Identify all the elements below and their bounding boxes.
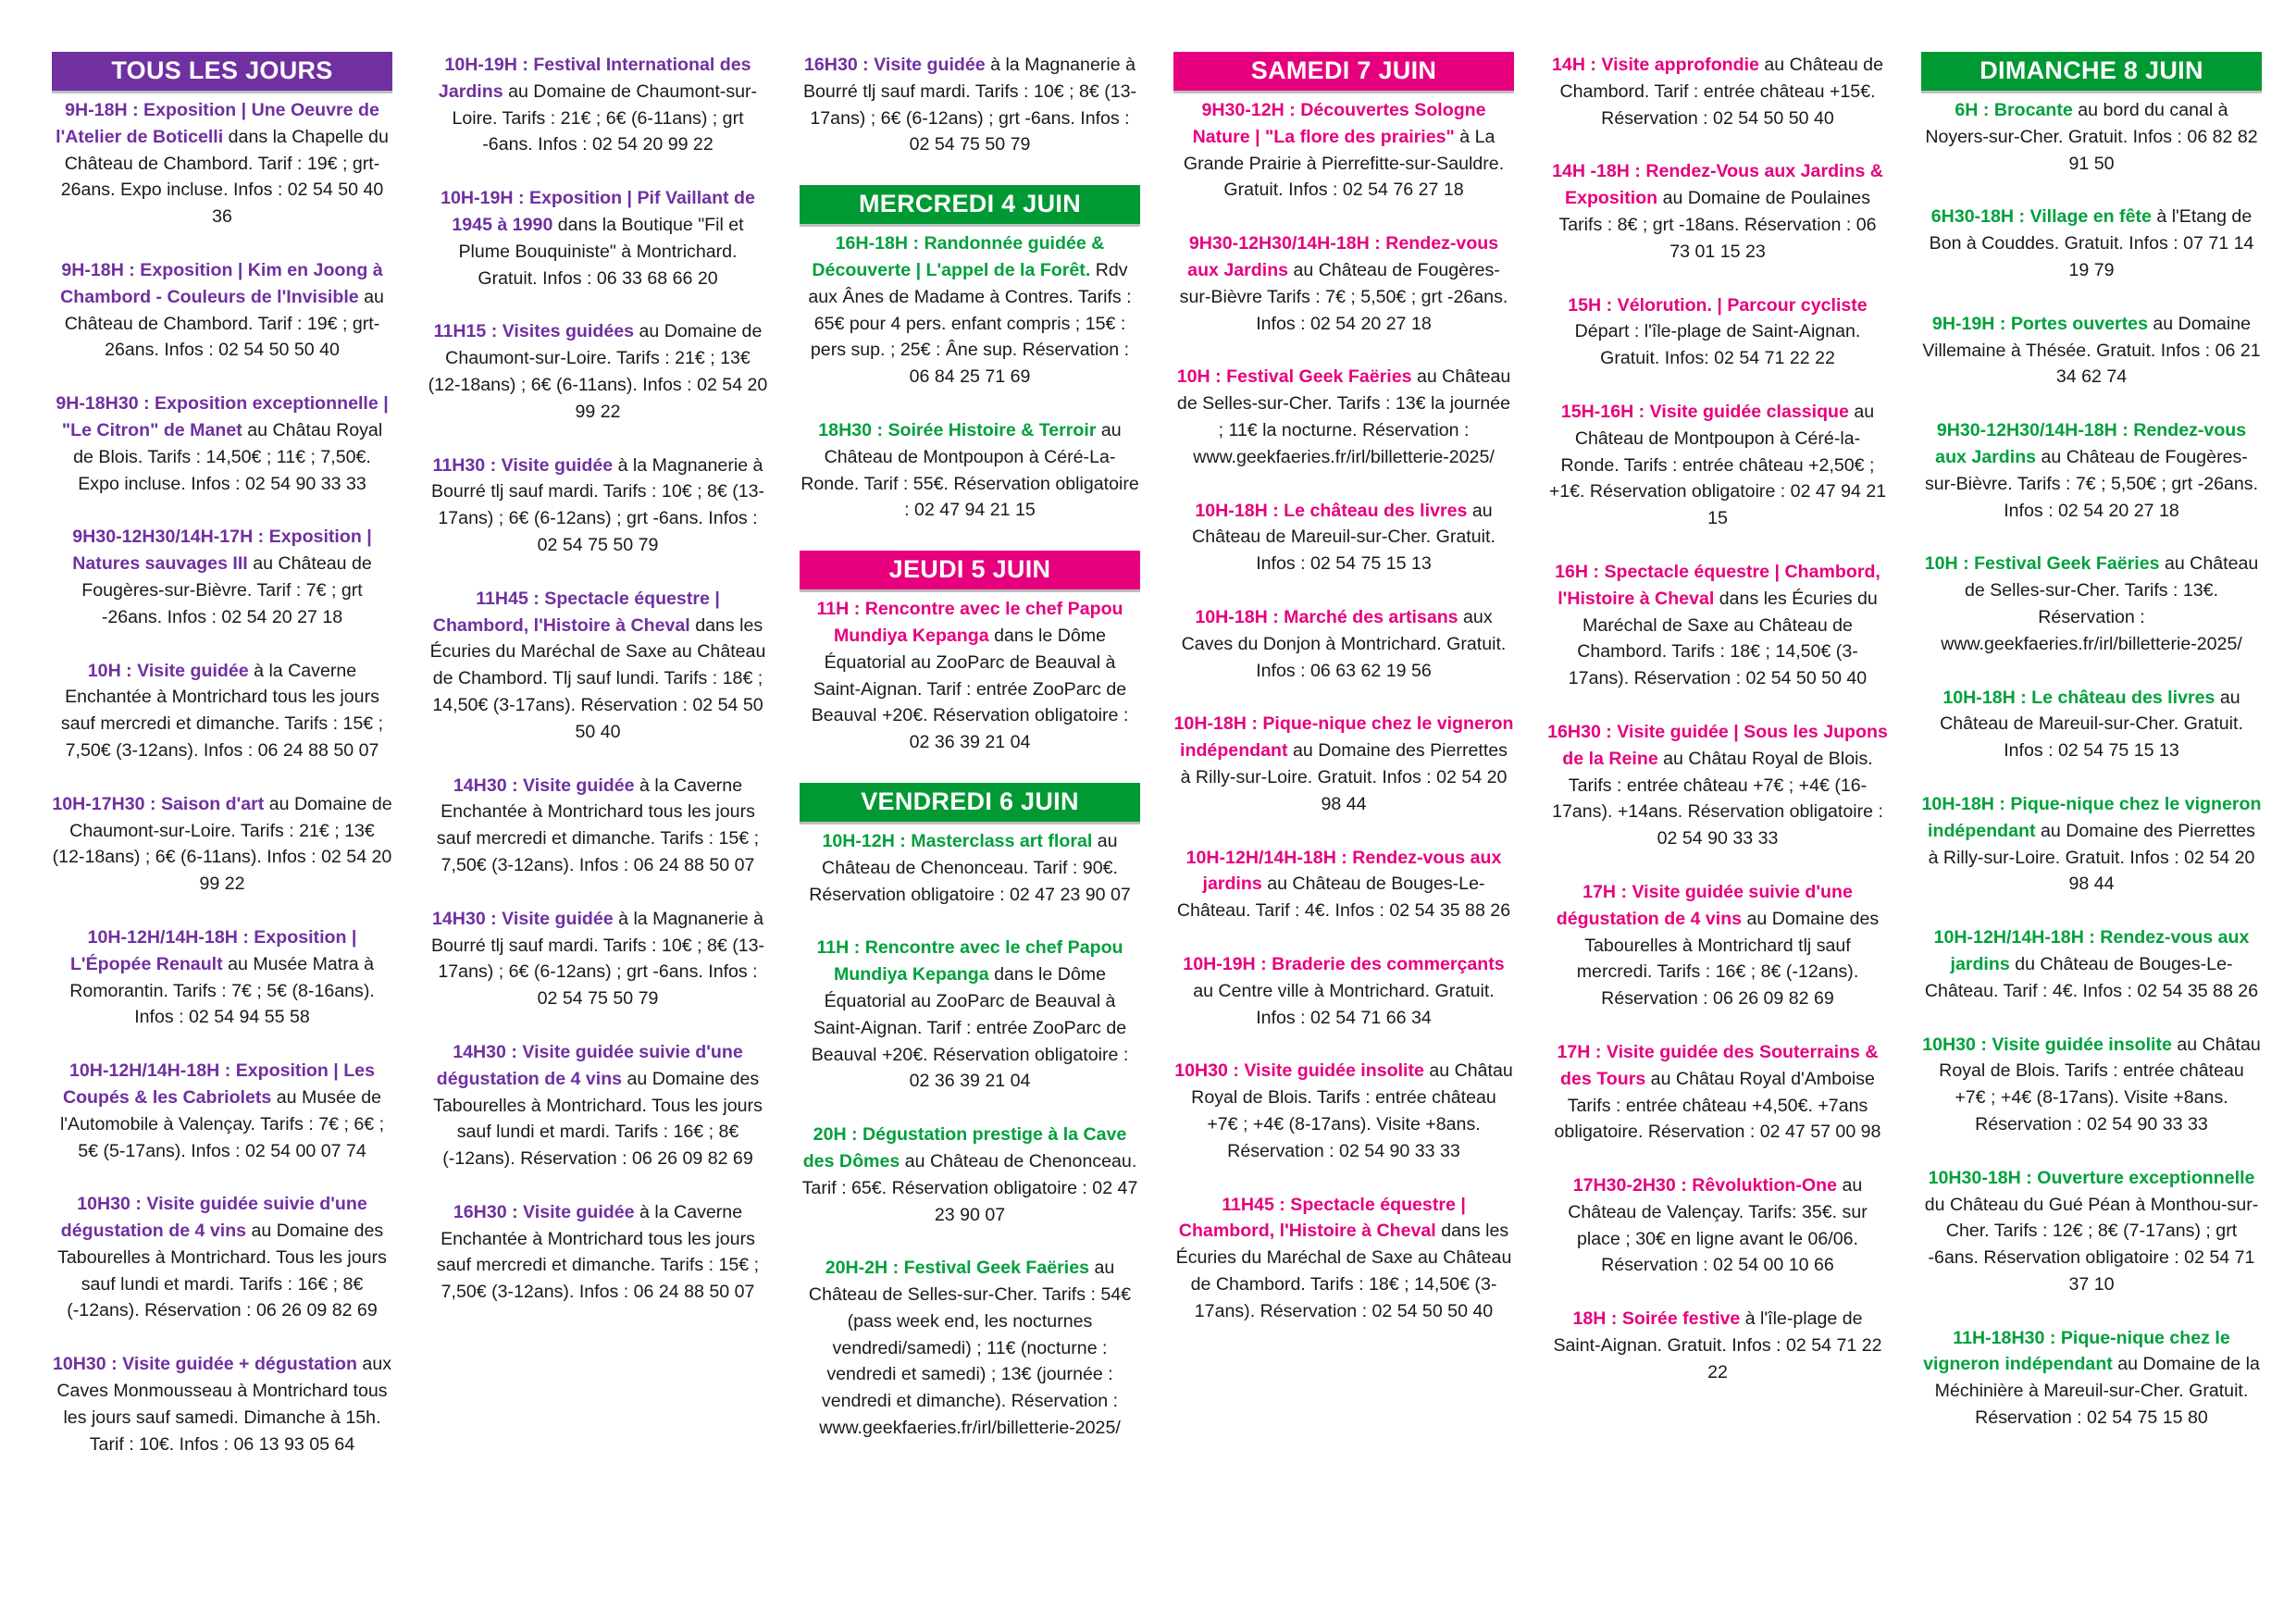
- event-desc: au Musée Matra à Romorantin. Tarifs : 7€ ; 5€ (8-16ans). Infos : 02 54 94 55 58: [69, 953, 375, 1028]
- event-desc: à La Grande Prairie à Pierrefitte-sur-Sauldre. Gratuit. Infos : 02 54 76 27 18: [1183, 126, 1505, 201]
- event-item: [428, 185, 768, 291]
- event-time: 10H30-18H :: [1928, 1167, 2038, 1188]
- event-time: 9H-18H30 :: [56, 393, 155, 415]
- event-desc: dans la Chapelle du Château de Chambord. Tarif : 19€ ; grt-26ans. Expo incluse. Infos : 02 54 50 40 36: [60, 126, 389, 228]
- event-time: 11H-18H30 :: [1953, 1327, 2061, 1348]
- event-item: [800, 1255, 1140, 1442]
- event-time: 9H-18H :: [65, 100, 144, 120]
- event-title: Visite guidée suivie d'une dégustation de 4 vins: [436, 1041, 743, 1089]
- event-time: 17H :: [1557, 1041, 1607, 1062]
- event-desc: Rdv aux Ânes de Madame à Contres. Tarifs : 65€ pour 4 pers. enfant compris ; 15€ : pers sup. ; 25€ : Âne sup. Réservation : 06 84 25 71 69: [808, 259, 1132, 388]
- day-group: [800, 52, 1140, 158]
- agenda-column: [52, 52, 392, 1484]
- event-time: 10H30 :: [52, 1354, 123, 1375]
- event-time: 10H-12H/14H-18H :: [1933, 927, 2101, 948]
- event-desc: au Domaine de Chaumont-sur-Loire. Tarifs : 21€ ; 6€ (6-11ans) ; grt -6ans. Infos : 02 54 20 99 22: [452, 81, 758, 155]
- day-group: [1921, 52, 2262, 1432]
- event-item: [52, 658, 392, 764]
- event-title: Exposition | Natures sauvages III: [72, 527, 372, 575]
- event-desc: au Château de Fougères-sur-Bièvre Tarifs : 7€ ; 5,50€ ; grt -26ans. Infos : 02 54 20 27 18: [1179, 259, 1508, 334]
- event-title: Exposition exceptionnelle | "Le Citron" de Manet: [61, 393, 389, 440]
- event-desc: aux Caves Monmousseau à Montrichard tous les jours sauf samedi. Dimanche à 15h. Tarif : 10€. Infos : 06 13 93 05 64: [56, 1354, 392, 1455]
- event-time: 6H :: [1955, 100, 1994, 120]
- event-title: Rendez-vous aux jardins: [1202, 847, 1502, 895]
- event-item: [52, 1191, 392, 1324]
- event-time: 10H :: [87, 660, 138, 681]
- event-desc: au Domaine de Chaumont-sur-Loire. Tarifs : 21€ ; 13€ (12-18ans) ; 6€ (6-11ans). Infos : 02 54 20 99 22: [52, 793, 392, 895]
- event-item: [428, 452, 768, 559]
- event-item: [1547, 1306, 1888, 1385]
- event-title: Randonnée guidée & Découverte | L'appel de la Forêt.: [812, 233, 1105, 280]
- event-item: [1921, 551, 2262, 657]
- event-title: Rendez-vous aux jardins: [1950, 927, 2250, 974]
- event-item: [52, 924, 392, 1031]
- event-time: 17H :: [1582, 881, 1632, 902]
- event-item: [428, 773, 768, 879]
- event-time: 10H30 :: [77, 1194, 147, 1215]
- event-desc: à l'île-plage de Saint-Aignan. Gratuit. Infos : 02 54 71 22 22: [1553, 1308, 1882, 1382]
- event-item: [428, 1039, 768, 1172]
- event-time: 10H30 :: [1174, 1060, 1245, 1082]
- event-time: 14H :: [1552, 55, 1602, 75]
- event-desc: dans les Écuries du Maréchal de Saxe au Château de Chambord. Tarifs : 18€ ; 14,50€ (3-17ans). Réservation : 02 54 50 50 40: [1568, 588, 1878, 689]
- event-desc: au Domaine de la Méchinière à Mareuil-sur-Cher. Gratuit. Réservation : 02 54 75 15 80: [1934, 1354, 2260, 1429]
- event-item: [1173, 604, 1514, 684]
- event-item: [52, 257, 392, 364]
- event-title: Spectacle équestre | Chambord, l'Histoire à Cheval: [1558, 561, 1880, 609]
- event-item: [52, 1058, 392, 1164]
- event-time: 10H-18H :: [1195, 500, 1285, 521]
- event-desc: au Centre ville à Montrichard. Gratuit. Infos : 02 54 71 66 34: [1193, 980, 1495, 1028]
- event-time: 14H30 :: [432, 908, 503, 929]
- event-item: [1547, 292, 1888, 372]
- event-title: Braderie des commerçants: [1272, 953, 1505, 974]
- event-item: [52, 791, 392, 898]
- event-title: Pique-nique chez le vigneron indépendant: [1180, 713, 1514, 762]
- event-desc: à la Magnanerie à Bourré tlj sauf mardi. Tarifs : 10€ ; 8€ (13-17ans) ; 6€ (6-12ans) ; grt -6ans. Infos : 02 54 75 50 79: [430, 908, 765, 1010]
- event-time: 10H-19H :: [444, 55, 534, 75]
- event-item: [428, 318, 768, 425]
- event-item: [52, 1351, 392, 1457]
- event-desc: au Château de Mareuil-sur-Cher. Gratuit. Infos : 02 54 75 15 13: [1940, 687, 2243, 762]
- event-title: Dégustation prestige à la Cave des Dômes: [802, 1124, 1127, 1172]
- event-time: 9H-18H :: [61, 259, 141, 280]
- event-time: 11H :: [816, 937, 865, 959]
- event-item: [1173, 1058, 1514, 1164]
- day-header: SAMEDI 7 JUIN: [1173, 52, 1514, 93]
- event-title: Rencontre avec le chef Papou Mundiya Kepanga: [833, 937, 1123, 986]
- event-desc: à la Caverne Enchantée à Montrichard tous les jours sauf mercredi et dimanche. Tarifs : 15€ ; 7,50€ (3-12ans). Infos : 06 24 88 50 07: [436, 1201, 760, 1303]
- event-title: Soirée Histoire & Terroir: [887, 419, 1097, 440]
- event-title: Festival Geek Faëries: [903, 1258, 1090, 1279]
- event-item: [1921, 97, 2262, 177]
- event-title: Spectacle équestre | Chambord, l'Histoire à Cheval: [1178, 1194, 1466, 1242]
- event-desc: au Domaine des Tabourelles à Montrichard. Tous les jours sauf lundi et mardi. Tarifs : 16€ ; 8€ (-12ans). Réservation : 06 26 09 82 69: [433, 1068, 763, 1170]
- event-time: 15H :: [1568, 294, 1618, 316]
- event-item: [800, 417, 1140, 524]
- event-item: [1921, 204, 2262, 283]
- event-item: [1921, 685, 2262, 764]
- event-title: Visite guidée: [137, 660, 249, 681]
- event-desc: dans les Écuries du Maréchal de Saxe au Château de Chambord. Tlj sauf lundi. Tarifs : 18€ ; 14,50€ (3-17ans). Réservation : 02 54 50 50 40: [429, 614, 766, 742]
- event-desc: au Musée de l'Automobile à Valençay. Tarifs : 7€ ; 6€ ; 5€ (5-17ans). Infos : 02 54 00 07 74: [59, 1086, 385, 1161]
- event-item: [428, 906, 768, 1012]
- event-title: Pique-nique chez le vigneron indépendant: [1923, 1327, 2230, 1375]
- event-item: [800, 1122, 1140, 1228]
- event-time: 15H-16H :: [1560, 401, 1650, 422]
- event-item: [800, 935, 1140, 1095]
- event-title: Visite guidée suivie d'une dégustation de 4 vins: [60, 1194, 367, 1242]
- day-group: [800, 185, 1140, 524]
- day-header: DIMANCHE 8 JUIN: [1921, 52, 2262, 93]
- event-time: 16H30 :: [453, 1201, 524, 1222]
- event-desc: au Château de Valençay. Tarifs: 35€. sur place ; 30€ en ligne avant le 06/06. Réservation : 02 54 00 10 66: [1568, 1175, 1868, 1276]
- event-desc: au Domaine de Chaumont-sur-Loire. Tarifs : 21€ ; 13€ (12-18ans) ; 6€ (6-11ans). Infos : 02 54 20 99 22: [428, 321, 768, 422]
- event-title: Rencontre avec le chef Papou Mundiya Kepanga: [833, 599, 1123, 646]
- event-title: Visite guidée + dégustation: [122, 1354, 357, 1375]
- day-header: MERCREDI 4 JUIN: [800, 185, 1140, 227]
- event-title: Vélorution. | Parcour cycliste: [1617, 294, 1868, 316]
- event-time: 10H-12H :: [822, 830, 912, 851]
- event-title: Pique-nique chez le vigneron indépendant: [1928, 793, 2262, 841]
- event-time: 9H30-12H30/14H-18H :: [1936, 420, 2134, 441]
- event-desc: à la Caverne Enchantée à Montrichard tous les jours sauf mercredi et dimanche. Tarifs : 15€ ; 7,50€ (3-12ans). Infos : 06 24 88 50 07: [60, 660, 384, 761]
- event-desc: au Châtau Royal de Blois. Tarifs : entrée château +7€ ; +4€ (16-17ans). +14ans. Réservation obligatoire : 02 54 90 33 33: [1552, 748, 1883, 849]
- event-title: Visite guidée | Sous les Jupons de la Reine: [1562, 721, 1888, 769]
- event-desc: au Domaine Villemaine à Thésée. Gratuit. Infos : 06 21 34 62 74: [1922, 313, 2261, 388]
- event-item: [428, 52, 768, 158]
- agenda-column: [1173, 52, 1514, 1351]
- event-time: 20H :: [813, 1124, 863, 1146]
- day-group: [1547, 52, 1888, 1386]
- event-time: 10H-19H :: [1183, 953, 1272, 974]
- event-item: [800, 828, 1140, 908]
- day-header: VENDREDI 6 JUIN: [800, 783, 1140, 824]
- event-title: Festival Geek Faëries: [1974, 553, 2160, 575]
- event-desc: au Châtau Royal de Blois. Tarifs : 14,50€ ; 11€ ; 7,50€. Expo incluse. Infos : 02 54 90 33 33: [73, 419, 383, 494]
- event-item: [800, 52, 1140, 158]
- event-desc: au Châtau Royal de Blois. Tarifs : entrée château +7€ ; +4€ (8-17ans). Visite +8ans. Réservation : 02 54 90 33 33: [1191, 1060, 1513, 1161]
- event-title: Visite guidée: [523, 775, 635, 796]
- event-time: 10H-17H30 :: [52, 793, 161, 814]
- event-title: Exposition | L'Épopée Renault: [69, 926, 357, 974]
- event-desc: au Château de Selles-sur-Cher. Tarifs : 13€ la journée ; 11€ la nocturne. Réservation : www.geekfaeries.fr/irl/billetterie-2025/: [1176, 366, 1511, 467]
- event-title: Exposition | Pif Vaillant de 1945 à 1990: [452, 188, 755, 235]
- event-item: [1547, 879, 1888, 1012]
- event-item: [1547, 158, 1888, 265]
- event-title: Rendez-vous aux Jardins: [1935, 420, 2247, 467]
- event-title: Portes ouvertes: [2010, 313, 2148, 334]
- event-time: 11H :: [816, 599, 865, 620]
- event-desc: au bord du canal à Noyers-sur-Cher. Gratuit. Infos : 06 82 82 91 50: [1925, 100, 2258, 174]
- event-desc: au Château de Selles-sur-Cher. Tarifs : 13€. Réservation : www.geekfaeries.fr/irl/billetterie-2025/: [1941, 553, 2259, 654]
- event-desc: à la Caverne Enchantée à Montrichard tous les jours sauf mercredi et dimanche. Tarifs : 15€ ; 7,50€ (3-12ans). Infos : 06 24 88 50 07: [436, 775, 760, 875]
- event-desc: au Domaine de Poulaines Tarifs : 8€ ; grt -18ans. Réservation : 06 73 01 15 23: [1558, 188, 1877, 262]
- event-item: [1173, 364, 1514, 470]
- event-title: Le château des livres: [2031, 687, 2215, 708]
- event-desc: à la Magnanerie à Bourré tlj sauf mardi. Tarifs : 10€ ; 8€ (13-17ans) ; 6€ (6-12ans) ; grt -6ans. Infos : 02 54 75 50 79: [802, 55, 1137, 155]
- event-title: Visite approfondie: [1601, 55, 1759, 75]
- event-time: 16H30 :: [804, 55, 875, 75]
- event-desc: au Château de Chenonceau. Tarif : 65€. Réservation obligatoire : 02 47 23 90 07: [801, 1150, 1138, 1225]
- event-title: Masterclass art floral: [911, 830, 1093, 851]
- event-time: 11H45 :: [1222, 1194, 1291, 1215]
- event-title: Exposition | Une Oeuvre de l'Atelier de Boticelli: [56, 100, 379, 147]
- event-item: [1547, 1172, 1888, 1279]
- event-item: [1921, 924, 2262, 1004]
- event-title: Village en fête: [2029, 206, 2152, 228]
- event-time: 10H :: [1176, 366, 1227, 388]
- event-item: [1547, 1039, 1888, 1146]
- event-title: Visite guidée insolite: [1992, 1034, 2172, 1055]
- event-item: [1173, 230, 1514, 337]
- event-item: [1921, 311, 2262, 391]
- event-item: [52, 391, 392, 497]
- event-time: 18H30 :: [818, 419, 888, 440]
- event-desc: au Châtau Royal d'Amboise Tarifs : entrée château +4,50€. +7ans obligatoire. Réservation : 02 47 57 00 98: [1554, 1068, 1881, 1143]
- event-title: Visite guidée insolite: [1244, 1060, 1424, 1082]
- event-time: 10H-12H/14H-18H :: [87, 926, 254, 948]
- event-desc: dans les Écuries du Maréchal de Saxe au Château de Chambord. Tarifs : 18€ ; 14,50€ (3-17ans). Réservation : 02 54 50 50 40: [1175, 1221, 1512, 1321]
- event-desc: dans la Boutique "Fil et Plume Bouquiniste" à Montrichard. Gratuit. Infos : 06 33 68 66 20: [458, 214, 744, 289]
- event-time: 10H-18H :: [1195, 606, 1285, 627]
- event-time: 10H :: [1924, 553, 1975, 575]
- event-desc: au Château de Chambord. Tarif : entrée château +15€. Réservation : 02 54 50 50 40: [1559, 55, 1883, 129]
- event-desc: au Domaine des Pierrettes à Rilly-sur-Loire. Gratuit. Infos : 02 54 20 98 44: [1928, 820, 2255, 895]
- event-desc: au Domaine des Tabourelles à Montrichard tlj sauf mercredi. Tarifs : 16€ ; 8€ (-12ans). Réservation : 06 26 09 82 69: [1576, 908, 1880, 1010]
- event-time: 10H30 :: [1922, 1034, 1992, 1055]
- event-item: [1921, 1325, 2262, 1432]
- day-group: [52, 52, 392, 1457]
- event-desc: du Château de Bouges-Le-Château. Tarif : 4€. Infos : 02 54 35 88 26: [1924, 953, 2259, 1001]
- event-title: Visite guidée: [874, 55, 986, 75]
- event-desc: dans le Dôme Équatorial au ZooParc de Beauval à Saint-Aignan. Tarif : entrée ZooParc de Beauval +20€. Réservation obligatoire : 02 36 39 21 04: [811, 625, 1129, 753]
- event-item: [1547, 719, 1888, 852]
- event-time: 9H30-12H30/14H-17H :: [72, 527, 269, 548]
- event-title: Visite guidée suivie d'une dégustation de 4 vins: [1556, 881, 1853, 929]
- event-item: [1173, 845, 1514, 924]
- agenda-column: [428, 52, 768, 1333]
- event-item: [428, 586, 768, 746]
- event-item: [1547, 399, 1888, 532]
- agenda-column: [800, 52, 1140, 1469]
- event-title: Visite guidée classique: [1649, 401, 1849, 422]
- event-desc: au Château de Montpoupon à Céré-la-Ronde. Tarifs : entrée château +2,50€ ; +1€. Réservation obligatoire : 02 47 94 21 15: [1548, 401, 1887, 529]
- event-item: [1921, 791, 2262, 898]
- day-group: [428, 52, 768, 1306]
- event-title: Visite guidée: [523, 1201, 635, 1222]
- event-item: [1173, 711, 1514, 817]
- day-group: [1173, 52, 1514, 1324]
- event-title: Visite guidée des Souterrains & des Tours: [1560, 1041, 1879, 1089]
- event-title: Visites guidées: [502, 321, 635, 342]
- event-desc: au Château de Fougères-sur-Bièvre. Tarifs : 7€ ; 5,50€ ; grt -26ans. Infos : 02 54 20 27 18: [1924, 446, 2259, 521]
- event-time: 6H30-18H :: [1930, 206, 2030, 228]
- event-time: 10H-12H/14H-18H :: [69, 1060, 236, 1082]
- event-time: 10H-18H :: [1942, 687, 2032, 708]
- event-title: Marché des artisans: [1284, 606, 1458, 627]
- agenda-column: [1547, 52, 1888, 1413]
- event-title: Brocante: [1993, 100, 2073, 120]
- event-time: 11H45 :: [476, 588, 545, 609]
- event-item: [1173, 1192, 1514, 1325]
- event-desc: au Domaine des Pierrettes à Rilly-sur-Loire. Gratuit. Infos : 02 54 20 98 44: [1180, 740, 1508, 814]
- day-group: [800, 551, 1140, 756]
- day-header: TOUS LES JOURS: [52, 52, 392, 93]
- event-item: [800, 230, 1140, 391]
- event-item: [52, 524, 392, 630]
- event-desc: aux Caves du Donjon à Montrichard. Gratuit. Infos : 06 63 62 19 56: [1181, 606, 1507, 681]
- event-time: 14H -18H :: [1552, 161, 1646, 182]
- event-title: Visite guidée: [502, 908, 614, 929]
- event-desc: au Châtau Royal de Blois. Tarifs : entrée château +7€ ; +4€ (8-17ans). Visite +8ans. Réservation : 02 54 90 33 33: [1939, 1034, 2261, 1134]
- day-group: [800, 783, 1140, 1442]
- event-item: [52, 97, 392, 230]
- event-desc: dans le Dôme Équatorial au ZooParc de Beauval à Saint-Aignan. Tarif : entrée ZooParc de Beauval +20€. Réservation obligatoire : 02 36 39 21 04: [811, 964, 1129, 1092]
- event-item: [1921, 1032, 2262, 1138]
- event-title: Rêvoluktion-One: [1692, 1175, 1838, 1196]
- event-title: Découvertes Sologne Nature | "La flore des prairies": [1192, 100, 1486, 147]
- event-desc: au Château de Chambord. Tarif : 19€ ; grt-26ans. Infos : 02 54 50 50 40: [64, 286, 384, 361]
- event-item: [428, 1199, 768, 1306]
- event-title: Exposition | Kim en Joong à Chambord - Couleurs de l'Invisible: [60, 259, 383, 307]
- event-desc: au Château de Fougères-sur-Bièvre. Tarif : 7€ ; grt -26ans. Infos : 02 54 20 27 18: [81, 553, 372, 627]
- agenda-column: [1921, 52, 2262, 1458]
- event-title: Saison d'art: [160, 793, 265, 814]
- event-desc: au Château de Selles-sur-Cher. Tarifs : 54€ (pass week end, les nocturnes vendredi/samedi) ; 11€ (nocturne : vendredi et samedi) ; 13€ (journée : vendredi et dimanche). Réservation : www.geekfaeries.fr/irl/billetterie-2025/: [808, 1258, 1132, 1439]
- event-desc: au Château de Bouges-Le-Château. Tarif : 4€. Infos : 02 54 35 88 26: [1176, 874, 1511, 922]
- event-time: 14H30 :: [453, 1041, 523, 1062]
- event-title: Ouverture exceptionnelle: [2037, 1167, 2255, 1188]
- event-title: Visite guidée: [501, 454, 614, 476]
- event-title: Rendez-vous aux Jardins: [1187, 233, 1499, 280]
- event-time: 9H-19H :: [1931, 313, 2011, 334]
- event-title: Festival Geek Faëries: [1226, 366, 1412, 388]
- event-title: Rendez-Vous aux Jardins & Exposition: [1565, 161, 1883, 209]
- event-title: Soirée festive: [1621, 1308, 1741, 1330]
- event-time: 10H-18H :: [1173, 713, 1263, 735]
- event-item: [1173, 951, 1514, 1031]
- event-title: Le château des livres: [1284, 500, 1468, 521]
- event-time: 16H :: [1555, 561, 1605, 582]
- event-desc: à l'Etang de Bon à Couddes. Gratuit. Infos : 07 71 14 19 79: [1929, 206, 2254, 280]
- event-time: 9H30-12H :: [1201, 100, 1301, 120]
- event-item: [1921, 417, 2262, 524]
- event-time: 11H30 :: [432, 454, 502, 476]
- event-desc: au Château de Montpoupon à Céré-La- Ronde. Tarif : 55€. Réservation obligatoire : 02 47 94 21 15: [800, 419, 1139, 521]
- event-time: 14H30 :: [453, 775, 524, 796]
- event-title: Festival International des Jardins: [438, 55, 751, 102]
- day-header: JEUDI 5 JUIN: [800, 551, 1140, 592]
- event-time: 11H15 :: [433, 321, 503, 342]
- event-time: 10H-12H/14H-18H :: [1185, 847, 1353, 868]
- event-item: [1173, 97, 1514, 204]
- event-time: 9H30-12H30/14H-18H :: [1188, 233, 1386, 254]
- event-item: [1921, 1165, 2262, 1298]
- event-title: Spectacle équestre | Chambord, l'Histoire à Cheval: [432, 588, 720, 636]
- event-item: [800, 596, 1140, 756]
- event-item: [1173, 498, 1514, 577]
- event-time: 10H-19H :: [441, 188, 529, 209]
- event-time: 20H-2H :: [825, 1258, 904, 1279]
- event-time: 10H-18H :: [1921, 793, 2011, 814]
- event-time: 16H30 :: [1547, 721, 1618, 742]
- event-time: 16H-18H :: [835, 233, 925, 254]
- event-time: 18H :: [1572, 1308, 1622, 1330]
- event-desc: à la Magnanerie à Bourré tlj sauf mardi. Tarifs : 10€ ; 8€ (13-17ans) ; 6€ (6-12ans) ; grt -6ans. Infos : 02 54 75 50 79: [430, 454, 765, 555]
- event-item: [1547, 559, 1888, 692]
- event-desc: au Château de Chenonceau. Tarif : 90€. Réservation obligatoire : 02 47 23 90 07: [809, 830, 1131, 905]
- event-item: [1547, 52, 1888, 131]
- event-desc: du Château du Gué Péan à Monthou-sur-Cher. Tarifs : 12€ ; 8€ (7-17ans) ; grt -6ans. Réservation obligatoire : 02 54 71 37 10: [1924, 1194, 2259, 1295]
- event-desc: au Château de Mareuil-sur-Cher. Gratuit. Infos : 02 54 75 15 13: [1192, 500, 1496, 575]
- event-time: 17H30-2H30 :: [1572, 1175, 1693, 1196]
- event-desc: au Domaine des Tabourelles à Montrichard. Tous les jours sauf lundi et mardi. Tarifs : 16€ ; 8€ (-12ans). Réservation : 06 26 09 82 69: [57, 1221, 387, 1321]
- event-title: Exposition | Les Coupés & les Cabriolets: [62, 1060, 375, 1108]
- event-desc: Départ : l'île-plage de Saint-Aignan. Gratuit. Infos: 02 54 71 22 22: [1574, 321, 1861, 369]
